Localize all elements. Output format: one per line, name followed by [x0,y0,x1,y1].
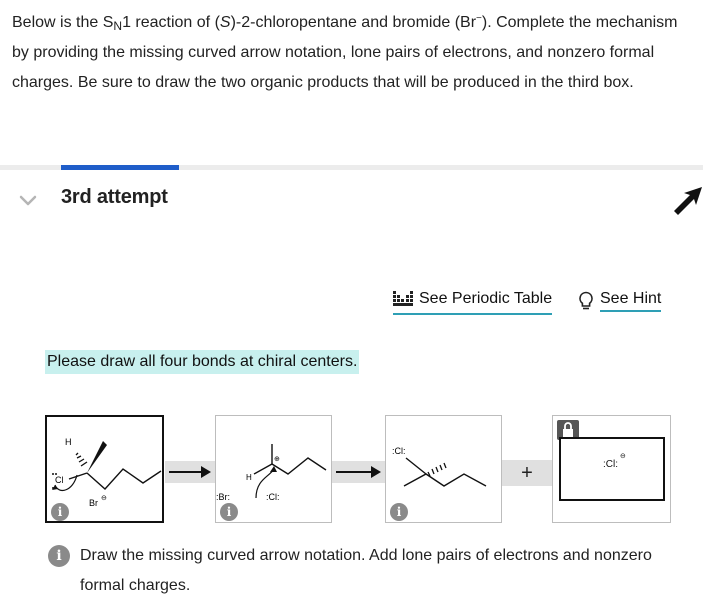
reaction-arrow-2 [332,461,385,483]
plus-sign: + [502,460,552,486]
hint-label: See Hint [600,290,661,312]
see-periodic-table-link[interactable] [393,287,552,315]
question-part: Below is the S [12,14,114,31]
arrow-right-icon [165,461,215,483]
sn-subscript: N [113,19,123,33]
chloride-product-charge: ⊖ [620,453,626,460]
reaction-arrow-1 [165,461,215,483]
cl-atom-label: Cl [55,475,64,485]
chloride-product-box[interactable] [559,437,665,501]
attempt-title: 3rd attempt [61,186,168,208]
chiral-instruction: Please draw all four bonds at chiral centers. [45,350,359,374]
attempt-tab-indicator [61,165,179,170]
info-icon: i [48,545,70,567]
chloride-label: :Cl: [266,492,280,502]
chevron-down-icon[interactable] [18,192,38,210]
h-atom-label: H [65,437,72,447]
question-part: 1 reaction of ( [122,14,220,31]
info-icon[interactable]: i [220,503,238,521]
h-atom-label: H [246,473,252,482]
stereo-descriptor: S [219,14,231,31]
periodic-table-label: See Periodic Table [419,290,553,307]
see-hint-link[interactable] [578,287,661,315]
chloride-product-label: :Cl: [603,459,618,470]
info-icon[interactable]: i [390,503,408,521]
question-part: ). Complete the mechanism by providing the missing curved arrow notation, lone pairs of electrons, and nonzero formal charges. Be sure to draw the two organic products that will be produced in the third box. [12,14,678,91]
bromide-charge: ⊖ [101,495,107,502]
question-text [12,8,692,98]
info-icon[interactable]: i [51,503,69,521]
pointer-tool-icon[interactable] [670,185,703,217]
cation-charge: ⊕ [274,456,280,463]
bromide-charge: − [476,13,482,24]
bromide-label: :Br: [216,492,231,502]
question-part: )-2-chloropentane and bromide (Br [230,14,477,31]
periodic-table-icon [393,291,413,307]
bromide-label: Br [89,498,98,508]
chloride-label: :Cl: [392,446,406,456]
arrow-right-icon [332,461,385,483]
footer-instruction: Draw the missing curved arrow notation. Add lone pairs of electrons and nonzero formal charges. [80,547,652,594]
lightbulb-icon [578,291,594,311]
